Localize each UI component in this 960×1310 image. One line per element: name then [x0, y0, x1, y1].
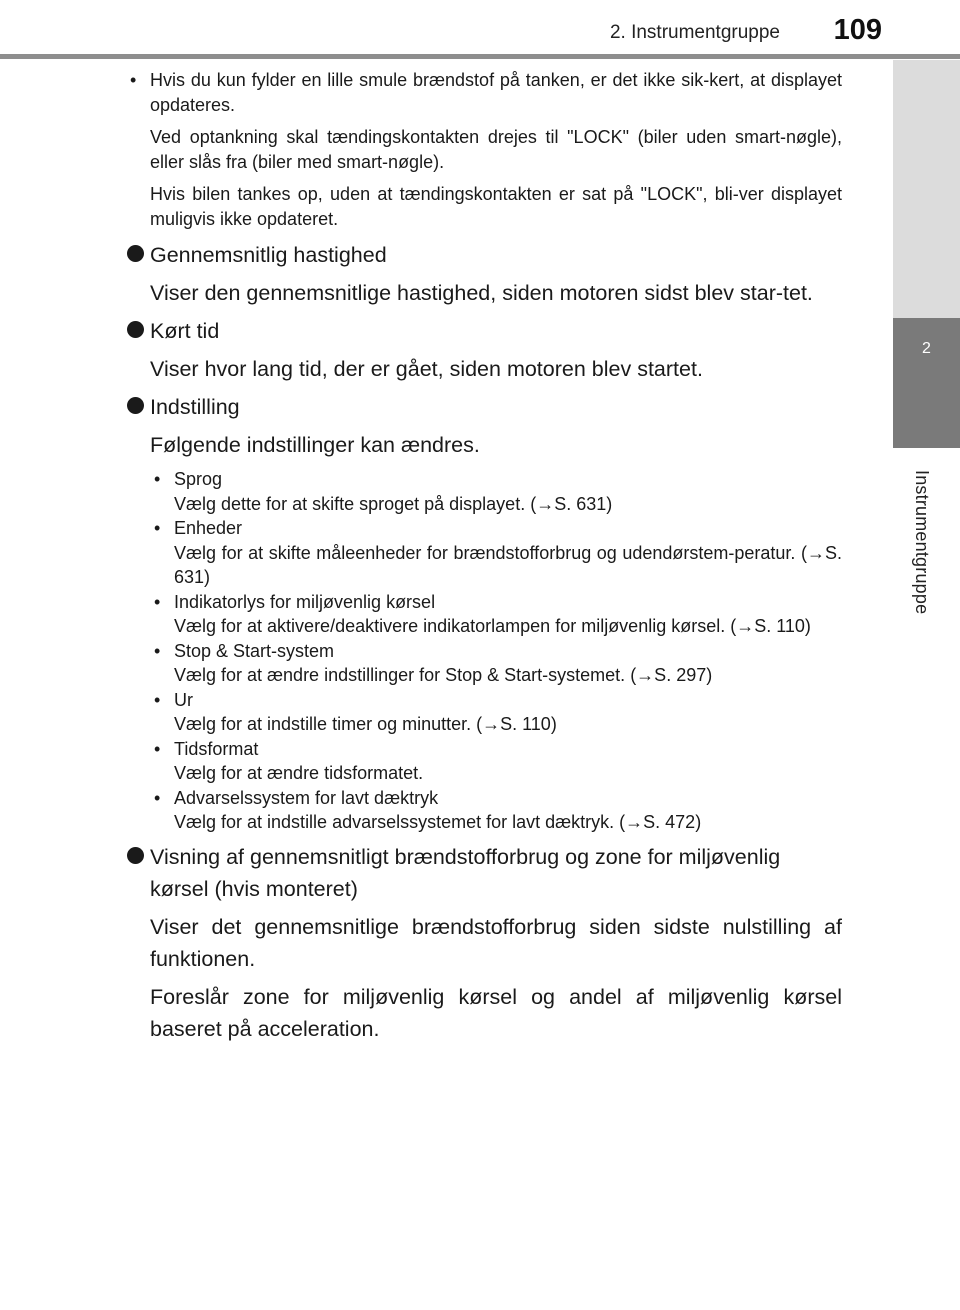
item-heading: [130, 315, 842, 347]
settings-list: [130, 467, 842, 835]
bullet-dot: •: [154, 738, 161, 759]
side-tab-highlight: [893, 318, 960, 448]
setting-name: Advarselssystem for lavt dæktryk: [174, 787, 439, 808]
settings-list-item: [150, 688, 842, 737]
settings-list-item: [150, 639, 842, 688]
intro-paragraph: Ved optankning skal tændingskontakten drejes til "LOCK" (biler uden smart-nøgle), eller slås fra (biler med smart-nøgle).: [150, 127, 842, 172]
setting-name: Ur: [174, 689, 193, 710]
chapter-title: Instrumentgruppe: [912, 470, 932, 615]
bullet-circle-icon: [127, 245, 144, 262]
bullet-dot: •: [154, 591, 161, 612]
side-tab-upper: [893, 60, 960, 318]
item-description: Viser den gennemsnitlige hastighed, siden motoren sidst blev star-tet.: [150, 281, 813, 305]
setting-name: Indikatorlys for miljøvenlig kørsel: [174, 591, 436, 612]
bullet-dot: •: [130, 70, 137, 90]
chapter-side-tab: [893, 60, 960, 1310]
bullet-dot: •: [154, 689, 161, 710]
bullet-circle-icon: [127, 321, 144, 338]
settings-list-item: [150, 590, 842, 639]
item-description: Viser hvor lang tid, der er gået, siden motoren blev startet.: [150, 357, 703, 381]
bullet-circle-icon: [127, 847, 144, 864]
settings-list-item: [150, 516, 842, 590]
item-description: Viser det gennemsnitlige brændstofforbrug siden sidste nulstilling af funktionen.: [150, 914, 842, 971]
setting-description: Vælg dette for at skifte sproget på displayet. (→S. 631): [174, 493, 613, 514]
item-title: Visning af gennemsnitligt brændstofforbrug og zone for miljøvenlig kørsel (hvis monteret): [150, 844, 781, 901]
header-divider: [0, 54, 960, 59]
setting-description: Vælg for at ændre tidsformatet.: [174, 763, 424, 783]
intro-paragraph: Hvis bilen tankes op, uden at tændingskontakten er sat på "LOCK", bli-ver displayet muligvis ikke opdateret.: [150, 184, 842, 229]
bullet-dot: •: [154, 469, 161, 489]
bullet-dot: •: [154, 518, 161, 538]
item-title: Kørt tid: [150, 319, 220, 343]
settings-list-item: [150, 786, 842, 835]
settings-list-item: [150, 467, 842, 516]
item-title: Indstilling: [150, 395, 240, 419]
setting-description: Vælg for at skifte måleenheder for brændstofforbrug og udendørstem-peratur. (→S. 631): [174, 542, 842, 587]
page-number: 109: [833, 14, 882, 46]
item-heading: [130, 239, 842, 271]
setting-name: Stop & Start-system: [174, 640, 335, 661]
setting-description: Vælg for at ændre indstillinger for Stop & Start-systemet. (→S. 297): [174, 665, 713, 685]
setting-name: Sprog: [174, 469, 223, 489]
intro-bullet-text: Hvis du kun fylder en lille smule brændstof på tanken, er det ikke sik-kert, at displayet opdateres.: [150, 70, 842, 115]
item-title: Gennemsnitlig hastighed: [150, 243, 387, 267]
intro-bullet: [130, 68, 842, 118]
setting-description: Vælg for at aktivere/deaktivere indikatorlampen for miljøvenlig kørsel. (→S. 110): [174, 616, 811, 636]
page-header: [0, 0, 960, 60]
setting-name: Tidsformat: [174, 738, 259, 759]
bullet-dot: •: [154, 640, 161, 661]
item-description: Foreslår zone for miljøvenlig kørsel og andel af miljøvenlig kørsel baseret på acceleration.: [150, 984, 842, 1041]
item-heading: [130, 391, 842, 423]
item-description: Følgende indstillinger kan ændres.: [150, 433, 480, 457]
setting-name: Enheder: [174, 518, 243, 538]
page-content: [130, 68, 842, 1045]
setting-description: Vælg for at indstille timer og minutter. (→S. 110): [174, 714, 557, 734]
settings-list-item: [150, 737, 842, 786]
bullet-circle-icon: [127, 397, 144, 414]
item-heading: [130, 841, 842, 905]
chapter-number: 2: [922, 340, 931, 357]
bullet-dot: •: [154, 787, 161, 808]
setting-description: Vælg for at indstille advarselssystemet for lavt dæktryk. (→S. 472): [174, 812, 702, 832]
section-title: 2. Instrumentgruppe: [609, 22, 780, 43]
